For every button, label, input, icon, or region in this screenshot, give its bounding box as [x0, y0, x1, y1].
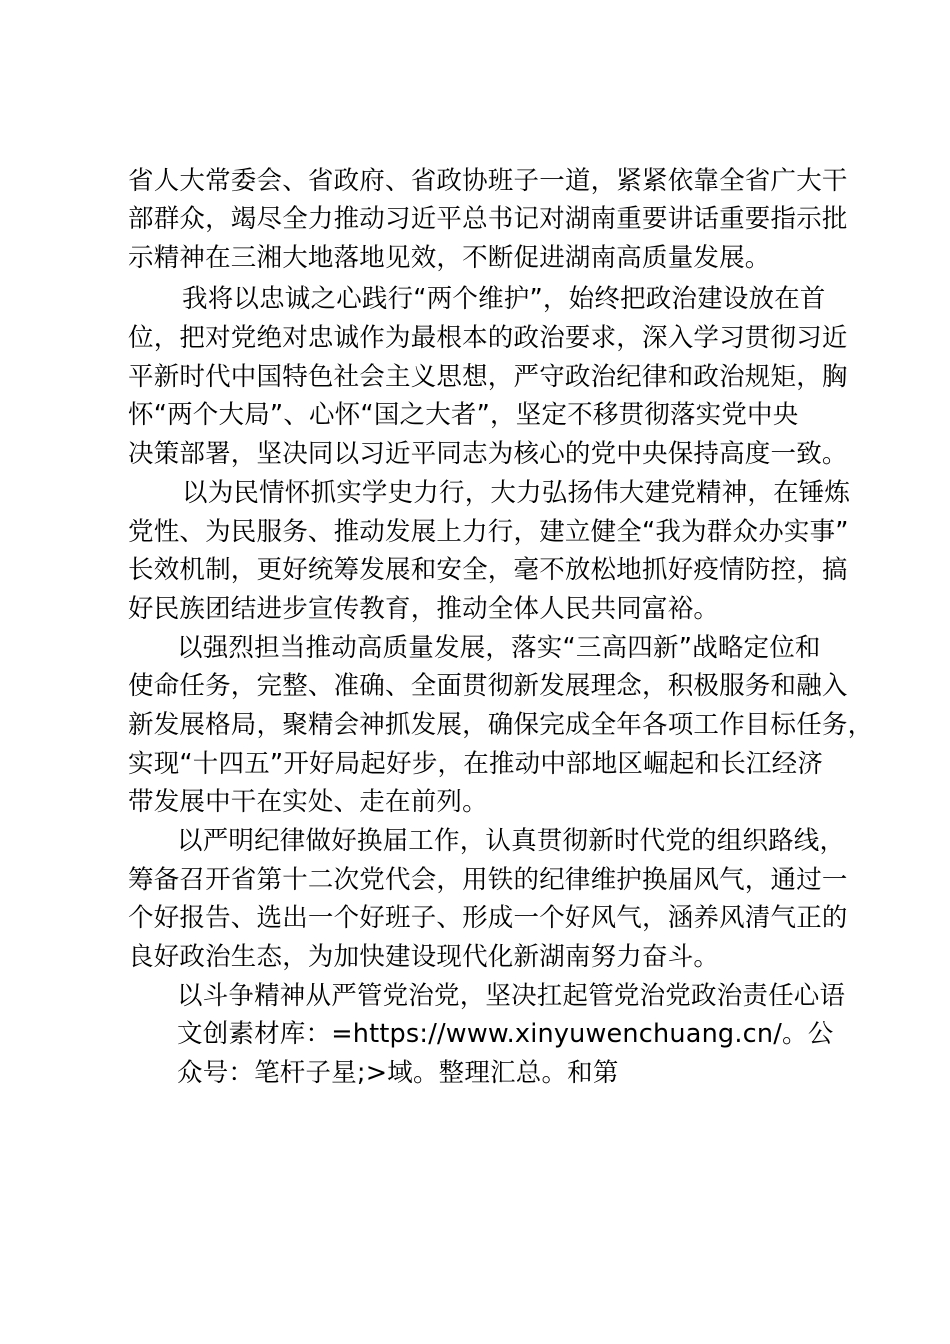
text-line: 以严明纪律做好换届工作，认真贯彻新时代党的组织路线， — [177, 826, 846, 856]
text-line: 以斗争精神从严管党治党，坚决扛起管党治党政治责任心语 — [177, 981, 846, 1011]
text-line: 良好政治生态，为加快建设现代化新湖南努力奋斗。 — [128, 942, 720, 972]
text-line: 平新时代中国特色社会主义思想，严守政治纪律和政治规矩，胸 — [128, 362, 848, 392]
text-line: 省人大常委会、省政府、省政协班子一道，紧紧依靠全省广大干 — [128, 166, 848, 196]
text-line: 怀“两个大局”、心怀“国之大者”，坚定不移贯彻落实党中央 — [128, 400, 799, 430]
text-line: 文创素材库：=https://www.xinyuwenchuang.cn/。公 — [177, 1019, 834, 1049]
text-line: 实现“十四五”开好局起好步，在推动中部地区崛起和长江经济 — [128, 749, 824, 779]
text-line: 使命任务，完整、准确、全面贯彻新发展理念，积极服务和融入 — [128, 671, 848, 701]
text-line: 长效机制，更好统筹发展和安全，毫不放松地抓好疫情防控，搞 — [128, 555, 848, 585]
text-line: 决策部署，坚决同以习近平同志为核心的党中央保持高度一致。 — [128, 439, 848, 469]
text-line: 带发展中干在实处、走在前列。 — [128, 787, 488, 817]
text-line: 位，把对党绝对忠诚作为最根本的政治要求，深入学习贯彻习近 — [128, 323, 848, 353]
text-line: 以为民情怀抓实学史力行，大力弘扬伟大建党精神，在锤炼 — [182, 478, 851, 508]
text-line: 筹备召开省第十二次党代会，用铁的纪律维护换届风气，通过一 — [128, 865, 848, 895]
text-line: 以强烈担当推动高质量发展，落实“三高四新”战略定位和 — [177, 633, 821, 663]
text-line: 众号：笔杆子星;>域。整理汇总。和第 — [177, 1058, 619, 1088]
text-line: 新发展格局，聚精会神抓发展，确保完成全年各项工作目标任务， — [128, 710, 874, 740]
text-line: 党性、为民服务、推动发展上力行，建立健全“我为群众办实事” — [128, 517, 849, 547]
text-line: 好民族团结进步宣传教育，推动全体人民共同富裕。 — [128, 594, 720, 624]
text-line: 我将以忠诚之心践行“两个维护”，始终把政治建设放在首 — [182, 284, 826, 314]
text-line: 示精神在三湘大地落地见效，不断促进湖南高质量发展。 — [128, 243, 771, 273]
text-line: 个好报告、选出一个好班子、形成一个好风气，涵养风清气正的 — [128, 903, 848, 933]
text-line: 部群众，竭尽全力推动习近平总书记对湖南重要讲话重要指示批 — [128, 204, 848, 234]
